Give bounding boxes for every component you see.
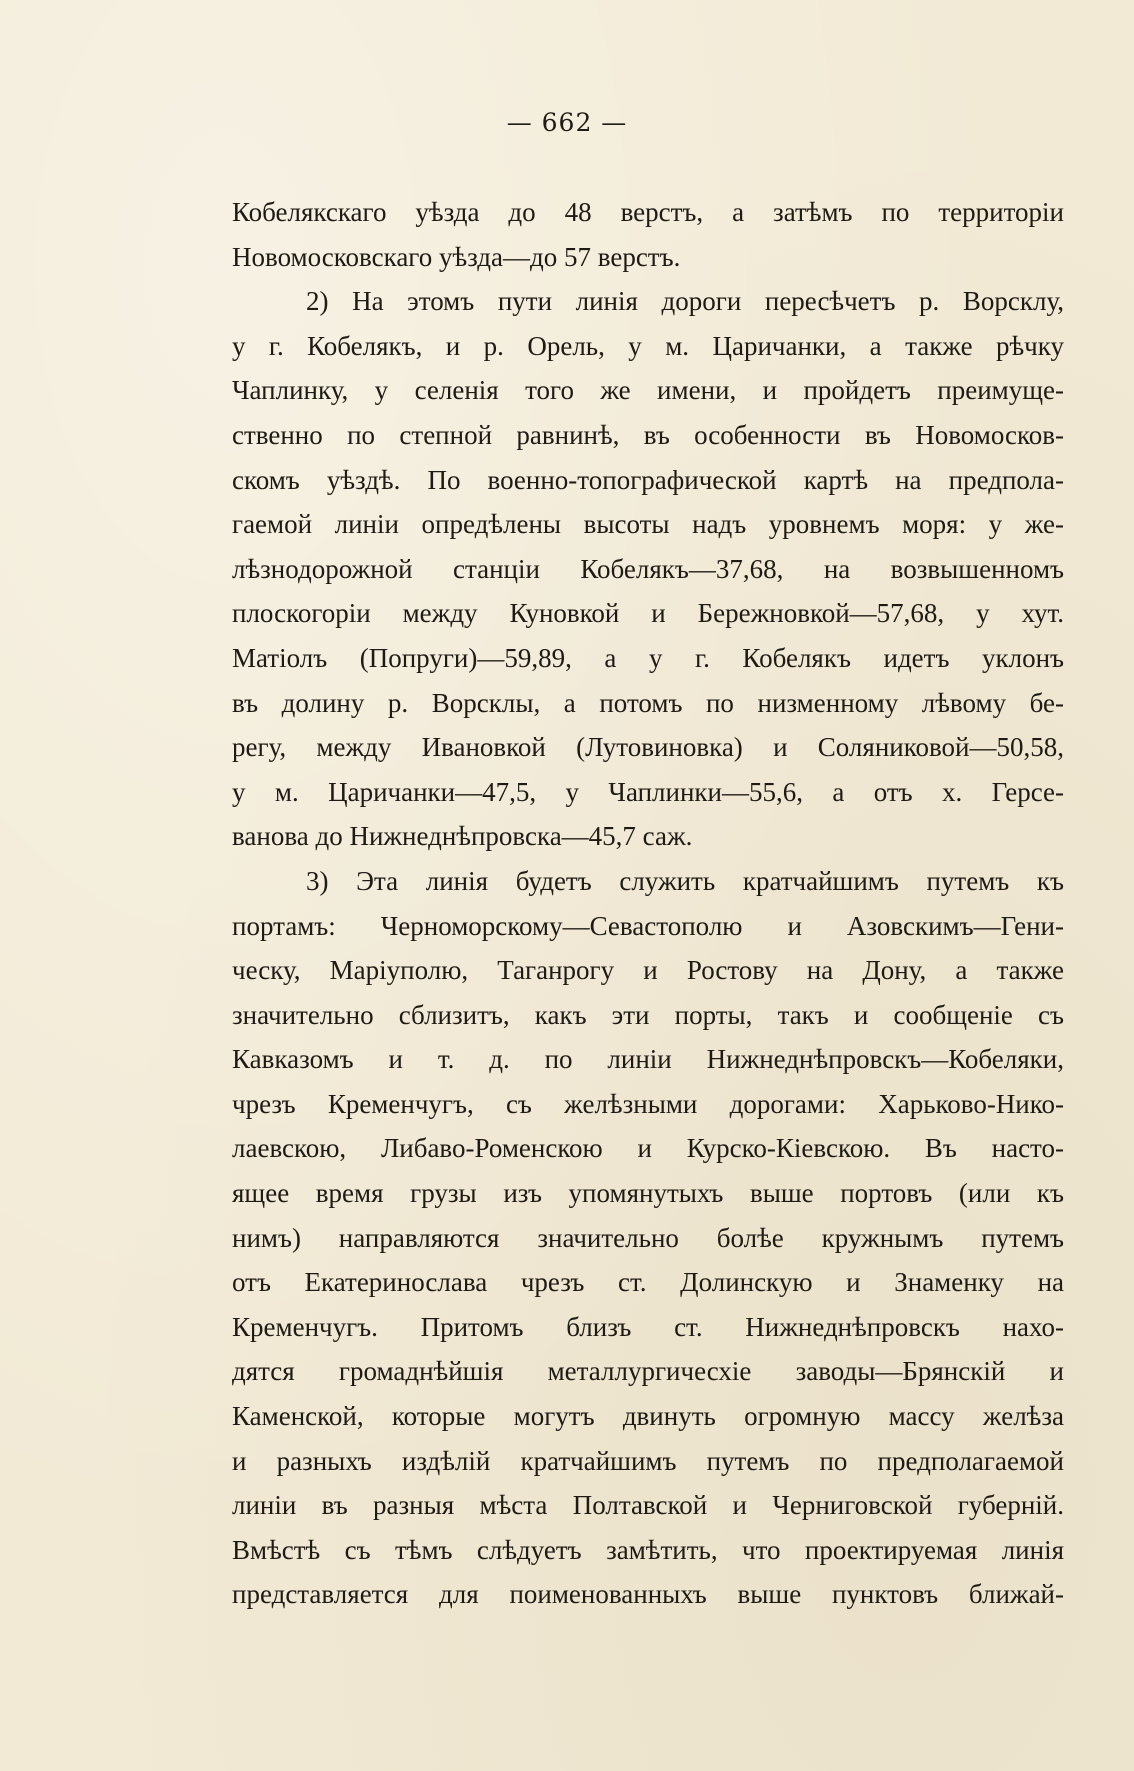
text-line: Кременчугъ. Притомъ близъ ст. Нижнеднѣпровскъ нахо- <box>232 1311 1064 1342</box>
text-line: значительно сблизитъ, какъ эти порты, такъ и сообщеніе съ <box>232 999 1064 1030</box>
text-line: въ долину р. Ворсклы, а потомъ по низменному лѣвому бе- <box>232 687 1064 718</box>
text-line: 2) На этомъ пути линія дороги пересѣчетъ р. Ворсклу, <box>306 286 1064 317</box>
text-line: 3) Эта линія будетъ служить кратчайшимъ путемъ къ <box>306 865 1064 896</box>
text-line: ванова до Нижнеднѣпровска—45,7 саж. <box>232 821 693 852</box>
paragraph <box>232 190 1064 279</box>
text-line: представляется для поименованныхъ выше пунктовъ ближай- <box>232 1579 1064 1610</box>
text-line: ственно по степной равнинѣ, въ особенности въ Новомосков- <box>232 419 1064 450</box>
text-line: Матіолъ (Попруги)—59,89, а у г. Кобелякъ идетъ уклонъ <box>232 642 1064 673</box>
text-line: линіи въ разныя мѣста Полтавской и Черниговской губерній. <box>232 1490 1064 1521</box>
text-line: отъ Екатеринослава чрезъ ст. Долинскую и Знаменку на <box>232 1267 1064 1298</box>
paragraph <box>232 859 1064 1617</box>
text-line: Новомосковскаго уѣзда—до 57 верстъ. <box>232 241 681 272</box>
text-line: Кобелякскаго уѣзда до 48 верстъ, а затѣмъ по территоріи <box>232 197 1064 227</box>
text-line: гаемой линіи опредѣлены высоты надъ уровнемъ моря: у же- <box>232 509 1064 540</box>
text-line: у г. Кобелякъ, и р. Орель, у м. Царичанки, а также рѣчку <box>232 330 1064 361</box>
text-line: лѣзнодорожной станціи Кобелякъ—37,68, на возвышенномъ <box>232 553 1064 584</box>
text-line: Вмѣстѣ съ тѣмъ слѣдуетъ замѣтить, что проектируемая линія <box>232 1534 1064 1565</box>
text-line: нимъ) направляются значительно болѣе кружнымъ путемъ <box>232 1222 1064 1253</box>
text-line: ящее время грузы изъ упомянутыхъ выше портовъ (или къ <box>232 1178 1064 1209</box>
text-line: Кавказомъ и т. д. по линіи Нижнеднѣпровскъ—Кобеляки, <box>232 1044 1064 1075</box>
text-line: чрезъ Кременчугъ, съ желѣзными дорогами: Харьково-Нико- <box>232 1088 1064 1119</box>
text-line: ческу, Маріуполю, Таганрогу и Ростову на Дону, а также <box>232 955 1064 986</box>
text-line: и разныхъ издѣлій кратчайшимъ путемъ по предполагаемой <box>232 1445 1064 1476</box>
text-line: плоскогоріи между Куновкой и Бережновкой—57,68, у хут. <box>232 598 1064 629</box>
body-text <box>232 190 1064 1617</box>
text-line: дятся громаднѣйшія металлургичесхіе заводы—Брянскій и <box>232 1356 1064 1387</box>
text-line: регу, между Ивановкой (Лутовиновка) и Соляниковой—50,58, <box>232 732 1064 763</box>
text-line: скомъ уѣздѣ. По военно-топографической картѣ на предпола- <box>232 464 1064 495</box>
text-line: Каменской, которые могутъ двинуть огромную массу желѣза <box>232 1401 1064 1432</box>
text-line: у м. Царичанки—47,5, у Чаплинки—55,6, а отъ х. Герсе- <box>232 776 1064 807</box>
paragraph <box>232 279 1064 859</box>
page-number: — 662 — <box>506 108 628 137</box>
text-line: Чаплинку, у селенія того же имени, и пройдетъ преимуще- <box>232 375 1064 406</box>
text-line: портамъ: Черноморскому—Севастополю и Азовскимъ—Гени- <box>232 910 1064 941</box>
text-line: лаевскою, Либаво-Роменскою и Курско-Кіевскою. Въ насто- <box>232 1133 1064 1164</box>
